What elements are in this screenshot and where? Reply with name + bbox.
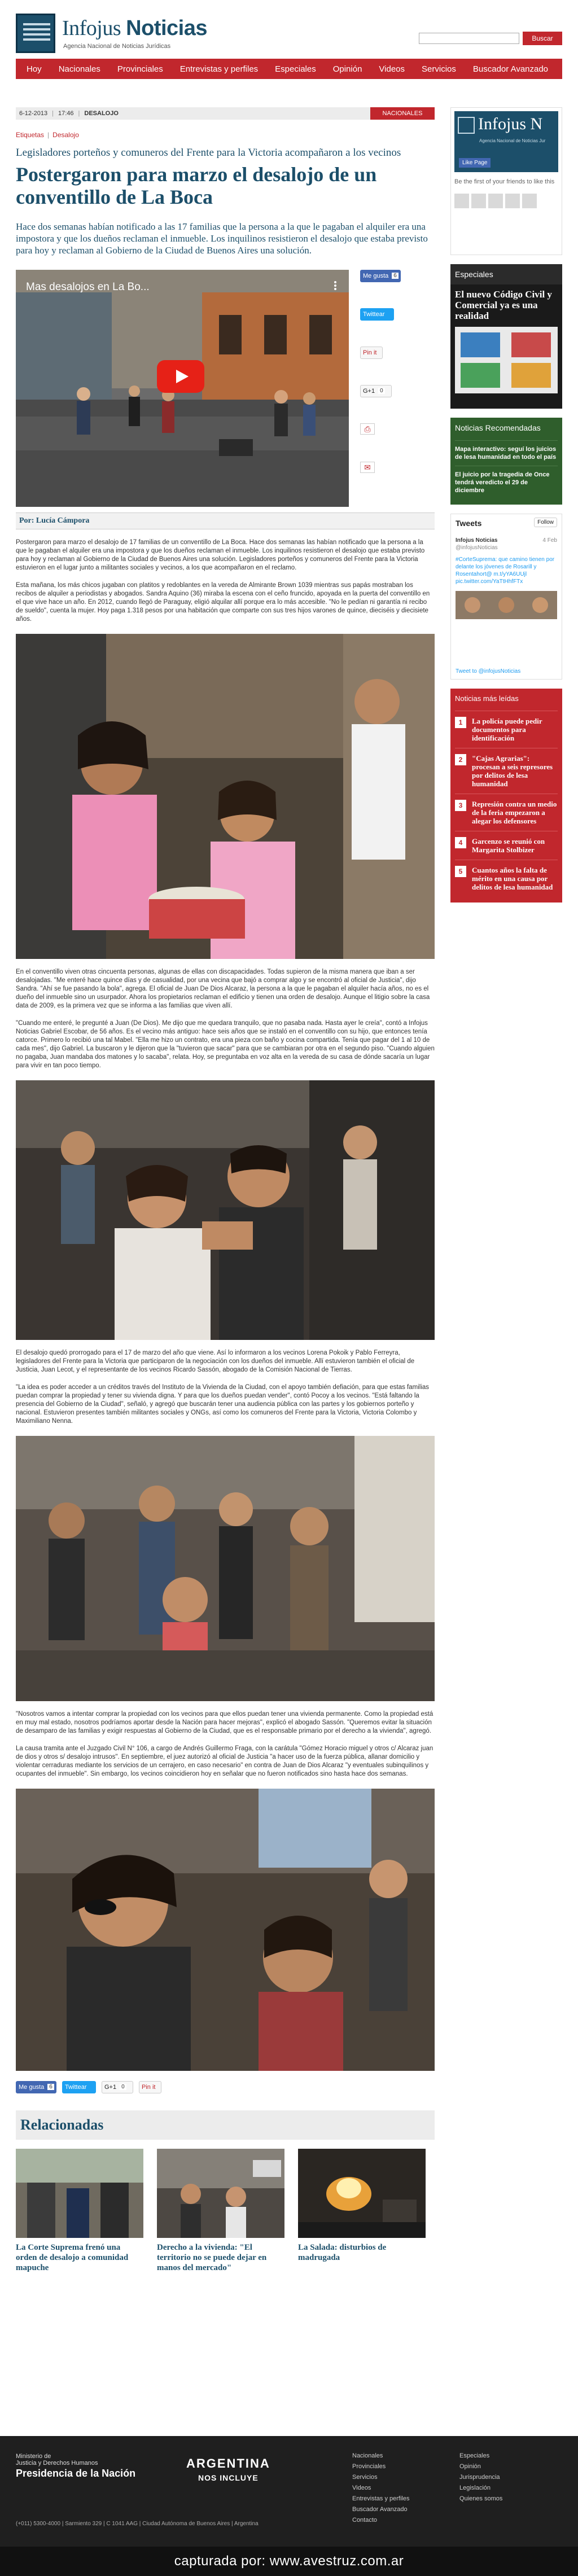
footer-link[interactable]: Nacionales — [352, 2452, 383, 2459]
fb-like-page-button[interactable]: Like Page — [459, 158, 491, 168]
especiales-panel — [450, 264, 562, 409]
footer-link[interactable]: Opinión — [459, 2463, 481, 2470]
ministry-logo[interactable]: Ministerio de Justicia y Derechos Humanos Presidencia de la Nación — [16, 2453, 136, 2479]
facebook-page-banner[interactable] — [454, 111, 558, 172]
capture-watermark: capturada por: www.avestruz.com.ar — [0, 2547, 578, 2576]
nav-buscador-avanzado[interactable]: Buscador Avanzado — [472, 64, 549, 74]
article-paragraph: "Cuando me enteré, le pregunté a Juan (De Dios). Me dijo que me quedara tranquilo, que no pasaba nada. Hasta ayer le creía", contó a Infojus Noticias Gabriel Escobar, de 56 años. Es el vecino más antiguo: hace seis años que se instaló en el conventillo con su hijo, que entonces tenía catorce. Primero lo recibió una tal Mabel. "Ella me hizo un contrato, era una pieza con baño y cocina compartida. Tenía que pagar del 1 al 10 de cada mes", dijo Gabriel. La buscaron y le dijeron que la "tuvieron que sacar" para que se cambiaran por otra en el segundo piso. "Cuando alguien no pagaba, Juan mandaba dos matones y lo sacaba", relata. Hoy, se preguntaba en voz alta en la vereda de su casa de dónde sacaría un lugar para vivir en tan poco tiempo. — [16, 1019, 435, 1069]
tweet-handle[interactable]: @infojusNoticias — [456, 545, 498, 551]
recomendada-item[interactable]: El juicio por la tragedia de Once tendrá veredicto el 29 de diciembre — [455, 466, 558, 499]
avatar[interactable] — [505, 194, 520, 208]
footer-contact: (+011) 5300-4000 | Sarmiento 329 | C 1041 AAG | Ciudad Autónoma de Buenos Aires | Argentina — [16, 2521, 259, 2527]
footer-link[interactable]: Buscador Avanzado — [352, 2506, 408, 2513]
recomendadas-panel — [450, 418, 562, 505]
main-nav — [16, 59, 562, 79]
pinterest-button[interactable]: Pin it — [360, 347, 383, 359]
nav-nacionales[interactable]: Nacionales — [58, 64, 100, 74]
tweets-heading: Tweets — [456, 519, 482, 528]
nav-hoy[interactable]: Hoy — [27, 64, 42, 74]
search-button[interactable]: Buscar — [523, 32, 562, 45]
tweet-button-bottom[interactable]: Twittear — [62, 2081, 96, 2093]
infojus-mini-logo — [458, 117, 475, 134]
article-photo — [16, 1789, 435, 2071]
search-input[interactable] — [419, 33, 519, 44]
site-header — [16, 0, 562, 59]
tweet-to-link[interactable]: Tweet to @infojusNoticias — [456, 668, 521, 674]
section-badge[interactable]: NACIONALES — [370, 107, 435, 120]
gplus-button-bottom[interactable]: G+1 0 — [102, 2081, 133, 2093]
print-icon[interactable]: ⎙ — [360, 423, 375, 435]
footer-links-b — [459, 2451, 502, 2504]
twitter-follow-button[interactable]: Follow — [534, 518, 557, 527]
video-player[interactable] — [16, 270, 349, 507]
twitter-widget — [450, 514, 562, 680]
fb-avatars — [454, 194, 558, 208]
avatar[interactable] — [522, 194, 537, 208]
sidebar — [450, 107, 562, 903]
article-paragraph: La causa tramita ante el Juzgado Civil N° 106, a cargo de Andrés Guillermo Fraga, con la carátula "Gómez Horacio miguel y otros c/ Alcaraz juan de dios y otros s/ desalojo intrusos". En septiembre, el juez autorizó al oficial de Justicia "a hacer uso de la fuerza pública, allanar domicilio y violentar cerraduras mediante los servicios de un cerrajero, en caso necesario" en contra de Juan de Dios Alcaraz "y eventuales subinquilinos y ocupantes del inmueble". Sin embargo, los vecinos coincidieron hoy en señalar que no fueron notificados sino hasta hace dos semanas. — [16, 1745, 434, 1777]
related-list — [16, 2149, 435, 2273]
play-button-icon[interactable] — [157, 360, 204, 393]
mas-leida-item[interactable]: 3 Represión contra un medio de la feria empezaron a alegar los defensores — [455, 794, 558, 831]
nav-provinciales[interactable]: Provinciales — [117, 64, 163, 74]
nav-videos[interactable]: Videos — [379, 64, 405, 74]
pinterest-button-bottom[interactable]: Pin it — [139, 2081, 161, 2093]
tweet[interactable] — [456, 537, 557, 621]
article-time: 17:46 — [58, 110, 74, 117]
nav-especiales[interactable]: Especiales — [275, 64, 316, 74]
related-title[interactable]: La Salada: disturbios de madrugada — [298, 2242, 387, 2262]
article-paragraph: Postergaron para marzo el desalojo de 17 familias de un conventillo de La Boca. Hace dos semanas las habían notificado que la persona a la que le pagaban el alquiler era una impostora y que los dueños reclaman el inmueble. Los inquilinos resistieron el desalojo que estaba previsto para hoy y reclaman al Gobierno de la Ciudad de Buenos Aires una solución. Legisladores porteños y comuneros del Frente para la Victoria estuvieron en el lugar junto a militantes sociales y vecinos, a los que acompañaron en el reclamo. — [16, 538, 425, 571]
fb-friends-text: Be the first of your friends to like this — [454, 178, 555, 185]
recomendadas-heading: Noticias Recomendadas — [450, 418, 562, 438]
tags-breadcrumb: Etiquetas | Desalojo — [16, 131, 79, 139]
footer-link[interactable]: Videos — [352, 2485, 371, 2491]
article-paragraph: En el conventillo viven otras cincuenta personas, algunas de ellas con discapacidades. Todas supieron de la misma manera que iban a ser desalojadas. "Me enteré hace quince días y de casualidad, por una vecina que bajó a comprar algo y se encontró al oficial de Justicia", dijo Sandra. "Ahí se fue pasando la bola", agrega. El oficial de Juan De Dios Alcaraz, la persona a la que le pagaban el alquiler hacía años, no es el dueño del inmueble sino un usurpador. Ahora los propietarios reclaman el edificio y tienen una orden de desalojo. Aunque el litigio sobre la casa data de 2009, es la primera vez que se informa a las familias que viven allí. — [16, 968, 430, 1009]
article-meta-bar: 6-12-2013 | 17:46 | DESALOJO NACIONALES — [16, 107, 435, 120]
article-paragraph: El desalojo quedó prorrogado para el 17 de marzo del año que viene. Así lo informaron a los vecinos Lorena Pokoik y Pablo Ferreyra, legisladores del Frente para la Victoria que participaron de la negociación con los dueños del inmueble. Allí estuvieron también el oficial de Justicia, Juan Lecot, y el representante de los vecinos Ricardo Sassón, abogado de la Comisión Nacional de Tierras. — [16, 1349, 415, 1373]
argentina-slogan: ARGENTINA NOS INCLUYE — [186, 2456, 270, 2482]
footer-link[interactable]: Legislación — [459, 2485, 491, 2491]
related-title[interactable]: Derecho a la vivienda: "El territorio no se puede dejar en manos del mercado" — [157, 2242, 267, 2272]
related-thumb[interactable] — [298, 2149, 426, 2238]
footer-link[interactable]: Jurisprudencia — [459, 2474, 500, 2481]
footer-link[interactable]: Quienes somos — [459, 2495, 503, 2502]
bottom-share-bar — [16, 2081, 435, 2093]
tweet-image[interactable] — [456, 591, 557, 619]
article-photo — [16, 634, 435, 959]
mas-leida-item[interactable]: 2 "Cajas Agrarias": procesan a seis represores por delitos de lesa humanidad — [455, 748, 558, 794]
site-brand[interactable]: Infojus Noticias — [62, 16, 207, 40]
article-date: 6-12-2013 — [19, 110, 48, 117]
fb-brand: Infojus N — [478, 115, 543, 133]
related-heading: Relacionadas — [16, 2110, 435, 2140]
related-thumb[interactable] — [157, 2149, 284, 2238]
article-paragraph: Esta mañana, los más chicos jugaban con platitos y redoblantes en la vereda de Almirante Brown 1039 mientras sus papás mostraban los recibos de alquiler a periodistas y abogados. Sandra Aquino (36) miraba la escena con el ceño fruncido, apoyada en la puerta del conventillo en el que vive hace un año. En 2012, cuando llegó de Paraguay, eligió alquilar allí porque era lo más accesible. "No le pedían ni garantía ni recibo de sueldo", cuenta la mujer. Hoy paga 1.318 pesos por una habitación que comparte con sus tres hijos varones de quince, dieciséis y diecisiete años. — [16, 581, 430, 623]
footer-link[interactable]: Especiales — [459, 2452, 490, 2459]
mas-leida-item[interactable]: 5 Cuantos años la falta de mérito en una causa por delitos de lesa humanidad — [455, 860, 558, 897]
crumb-desalojo[interactable]: Desalojo — [52, 131, 79, 139]
site-footer — [0, 2436, 578, 2547]
avatar[interactable] — [471, 194, 486, 208]
facebook-page-widget — [450, 107, 562, 255]
avatar[interactable] — [454, 194, 469, 208]
gplus-button[interactable]: G+1 0 — [360, 385, 392, 397]
video-more-icon[interactable] — [330, 280, 341, 291]
especiales-image[interactable] — [455, 327, 558, 393]
article-lead: Hace dos semanas habían notificado a las 17 familias que la persona a la que le pagaban el alquiler era una impostora y que los dueños reclaman el inmueble. Los inquilinos resistieron el desalojo que estaba previsto para hoy y reclaman al Gobierno de la Ciudad de Buenos Aires una solución. — [16, 221, 428, 256]
brand-subtitle: Agencia Nacional de Noticias Jurídicas — [63, 43, 171, 50]
share-column — [360, 270, 435, 500]
crumb-etiquetas[interactable]: Etiquetas — [16, 131, 45, 139]
related-thumb[interactable] — [16, 2149, 143, 2238]
footer-links-a — [352, 2451, 409, 2526]
footer-link[interactable]: Servicios — [352, 2474, 378, 2481]
footer-link[interactable]: Provinciales — [352, 2463, 386, 2470]
tweet-text[interactable]: #CorteSuprema: que camino tienen por delante los jóvenes de Rosarill y Rosentahort@ m.t/yYA6UUjl pic.twitter.com/YaTtHhfFTx — [456, 557, 555, 585]
article-paragraph: "La idea es poder acceder a un créditos través del Instituto de la Vivienda de la Ciudad, con el apoyo también defiación, para que estas familias puedan comprar la propiedad y tener su vivienda digna. Y para que los dueños puedan vender", contó Pocoy a los vecinos. "Está faltando la presencia del Gobierno de la Ciudad", señaló, y agregó que buscarán tener una audiencia pública con las partes y los gobiernos porteño y nacional. Estuvieron presentes también militantes sociales y ONGs, así como los comuneros del Frente para la Victoria, Victoria Colombo y Maximiliano Nenna. — [16, 1383, 430, 1425]
footer-link[interactable]: Contacto — [352, 2517, 378, 2524]
nav-entrevistas[interactable]: Entrevistas y perfiles — [179, 64, 259, 74]
especiales-title[interactable]: El nuevo Código Civil y Comercial ya es una realidad — [455, 289, 552, 321]
infojus-logo[interactable] — [16, 14, 55, 53]
especiales-item[interactable] — [450, 284, 562, 409]
related-item[interactable] — [16, 2149, 143, 2273]
nav-servicios[interactable]: Servicios — [422, 64, 456, 74]
footer-link[interactable]: Entrevistas y perfiles — [352, 2495, 410, 2502]
facebook-like-button-bottom[interactable]: Me gusta 6 — [16, 2081, 56, 2093]
tweet-button[interactable]: Twittear — [360, 308, 394, 321]
article-column — [16, 107, 435, 2273]
facebook-like-button[interactable]: Me gusta 6 — [360, 270, 401, 282]
mas-leidas-heading: Noticias más leídas — [450, 689, 562, 708]
recomendada-item[interactable]: Mapa interactivo: seguí los juicios de lesa humanidad en todo el país — [455, 440, 558, 466]
related-item[interactable] — [298, 2149, 426, 2273]
nav-opinion[interactable]: Opinión — [332, 64, 362, 74]
article-paragraph: "Nosotros vamos a intentar comprar la propiedad con los vecinos para que ellos puedan tener una vivienda permanente. Como la propiedad está en muy mal estado, nosotros podríamos aportar desde la Nación para hacer mejoras", explicó el abogado Sassón. "Queremos evitar la situación de desamparo de las familias y exigir respuestas al Gobierno de la Ciudad, que es el responsable primario por el derecho a la vivienda", agregó. — [16, 1710, 434, 1734]
tweet-date: 4 Feb — [542, 537, 557, 544]
article-photo — [16, 1436, 435, 1701]
avatar[interactable] — [488, 194, 503, 208]
related-item[interactable] — [157, 2149, 284, 2273]
especiales-heading[interactable]: Especiales — [450, 264, 562, 284]
related-title[interactable]: La Corte Suprema frenó una orden de desalojo a comunidad mapuche — [16, 2242, 129, 2272]
fb-brand-sub: Agencia Nacional de Noticias Jur — [479, 138, 546, 143]
email-icon[interactable]: ✉ — [360, 462, 375, 473]
article-author: Por: Lucía Cámpora — [16, 512, 435, 529]
video-title[interactable]: Mas desalojos en La Bo... — [26, 281, 150, 293]
tweet-user[interactable]: Infojus Noticias — [456, 537, 498, 544]
mas-leida-item[interactable]: 1 La policía puede pedir documentos para identificación — [455, 711, 558, 748]
article-section[interactable]: DESALOJO — [84, 110, 119, 117]
article-headline: Postergaron para marzo el desalojo de un conventillo de La Boca — [16, 163, 377, 208]
article-kicker: Legisladores porteños y comuneros del Frente para la Victoria acompañaron a los vecinos — [16, 147, 401, 159]
mas-leida-item[interactable]: 4 Garcenzo se reunió con Margarita Stolbizer — [455, 831, 558, 860]
article-photo — [16, 1080, 435, 1340]
mas-leidas-panel — [450, 689, 562, 903]
